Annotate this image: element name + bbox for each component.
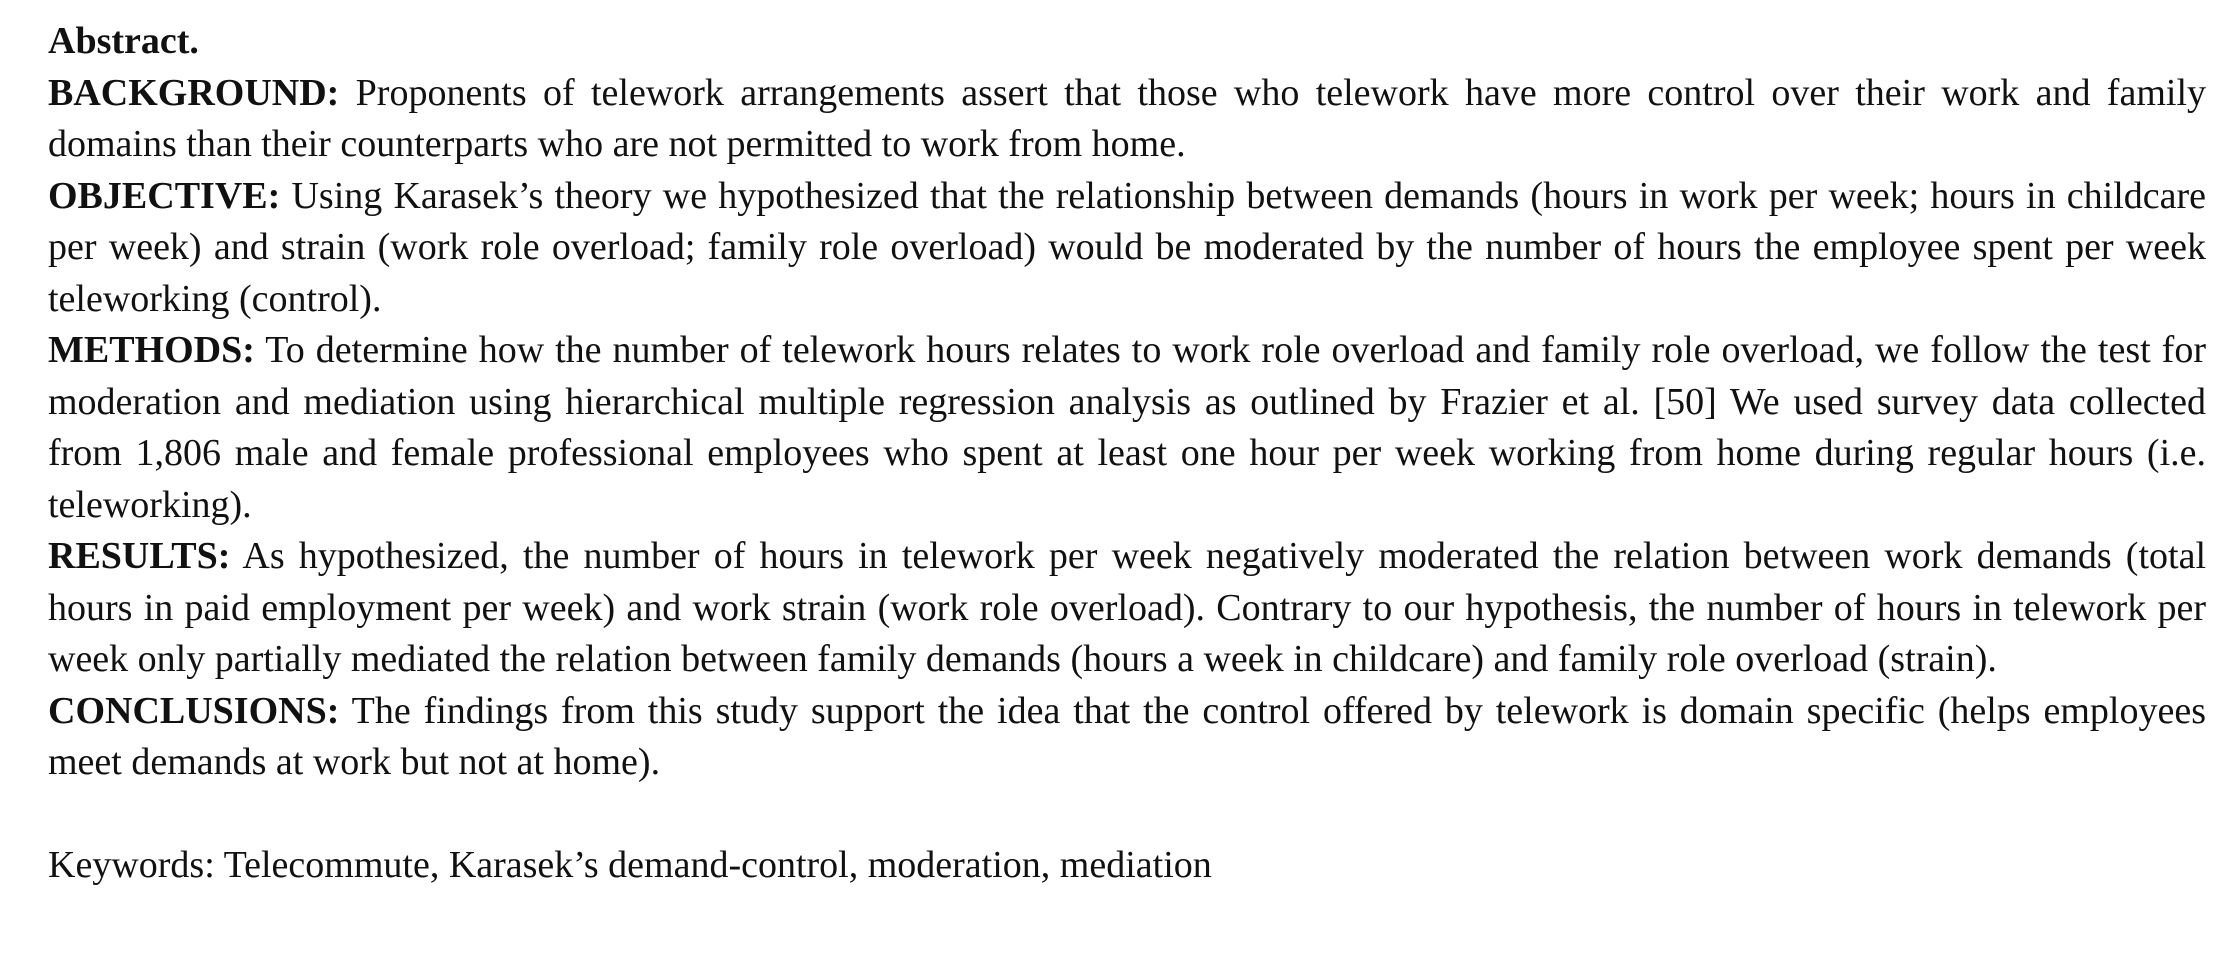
section-label: METHODS: [48, 329, 255, 371]
section-text: Using Karasek’s theory we hypothesized that the relationship between demands (hours in work per week; hours in childcare per week) and strain (work role overload; family role overload) would be moderated by the number of hours the employee spent per week teleworking (control). [48, 174, 2207, 320]
section-results [48, 531, 2206, 686]
section-label: RESULTS: [48, 535, 231, 577]
section-objective [48, 171, 2206, 326]
section-text: As hypothesized, the number of hours in telework per week negatively moderated the relation between work demands (total hours in paid employment per week) and work strain (work role overload). Contrary to our hypothesis, the number of hours in telework per week only partially mediated the relation between family demands (hours a week in childcare) and family role overload (strain). [48, 535, 2207, 680]
section-background [48, 68, 2206, 171]
section-methods [48, 325, 2206, 531]
section-label: CONCLUSIONS: [48, 689, 340, 732]
section-conclusions [48, 686, 2206, 789]
section-label: BACKGROUND: [48, 71, 340, 114]
keywords: Keywords: Telecommute, Karasek’s demand-control, moderation, mediation [48, 843, 1212, 886]
section-text: To determine how the number of telework hours relates to work role overload and family role overload, we follow the test for moderation and mediation using hierarchical multiple regression analysis as outlined by Frazier et al. [50] We used survey data collected from 1,806 male and female professional employees who spent at least one hour per week working from home during regular hours (i.e. teleworking). [48, 329, 2206, 526]
section-text: Proponents of telework arrangements assert that those who telework have more control over their work and family domains than their counterparts who are not permitted to work from home. [48, 71, 2206, 165]
abstract-title: Abstract. [48, 20, 199, 62]
section-text: The findings from this study support the idea that the control offered by telework is domain specific (helps employees meet demands at work but not at home). [48, 689, 2206, 783]
section-label: OBJECTIVE: [48, 174, 281, 217]
abstract-block [48, 16, 2206, 891]
